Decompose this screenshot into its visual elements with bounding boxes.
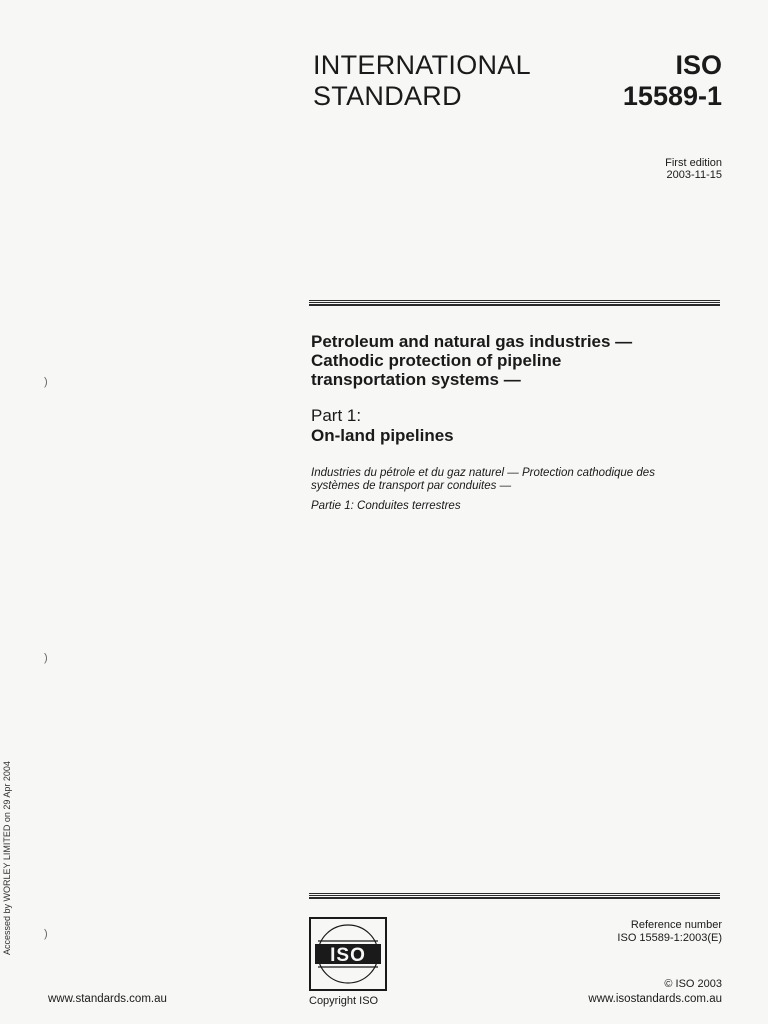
- french-title-line1: Industries du pétrole et du gaz naturel — Protection cathodique des: [311, 467, 655, 479]
- access-stamp: Accessed by WORLEY LIMITED on 29 Apr 2004: [2, 761, 12, 955]
- scan-mark: ): [44, 652, 48, 664]
- edition-date: 2003-11-15: [666, 169, 722, 181]
- title-line1: Petroleum and natural gas industries —: [311, 332, 633, 351]
- scan-mark: ): [44, 928, 48, 940]
- title-line2: Cathodic protection of pipeline: [311, 351, 562, 370]
- french-title-line2: systèmes de transport par conduites —: [311, 480, 512, 492]
- document-type: [313, 50, 531, 112]
- french-title: [311, 467, 721, 493]
- standard-code: 15589-1: [622, 81, 722, 111]
- part-name: On-land pipelines: [311, 426, 454, 445]
- part-number: Part 1:: [311, 406, 362, 425]
- reference-code: ISO 15589-1:2003(E): [617, 932, 722, 944]
- document-title: [311, 332, 721, 389]
- standard-prefix: ISO: [675, 50, 722, 80]
- edition-label: First edition: [665, 157, 722, 169]
- bottom-divider: [309, 893, 720, 899]
- iso-logo: [309, 917, 387, 991]
- top-divider: [309, 300, 720, 306]
- isostandards-site-link: www.isostandards.com.au: [588, 993, 722, 1005]
- title-line3: transportation systems —: [311, 370, 521, 389]
- copyright-year: © ISO 2003: [664, 978, 722, 990]
- edition-info: [665, 157, 722, 181]
- french-part: Partie 1: Conduites terrestres: [311, 500, 461, 512]
- standard-number: [623, 50, 722, 112]
- standards-site-link: www.standards.com.au: [48, 993, 167, 1005]
- document-type-line2: STANDARD: [313, 81, 462, 111]
- scan-mark: ): [44, 376, 48, 388]
- iso-logo-graphic: [309, 917, 387, 991]
- iso-logo-text: ISO: [330, 945, 366, 966]
- copyright-iso: Copyright ISO: [309, 995, 379, 1007]
- reference-label: Reference number: [630, 919, 722, 931]
- document-type-line1: INTERNATIONAL: [313, 50, 531, 80]
